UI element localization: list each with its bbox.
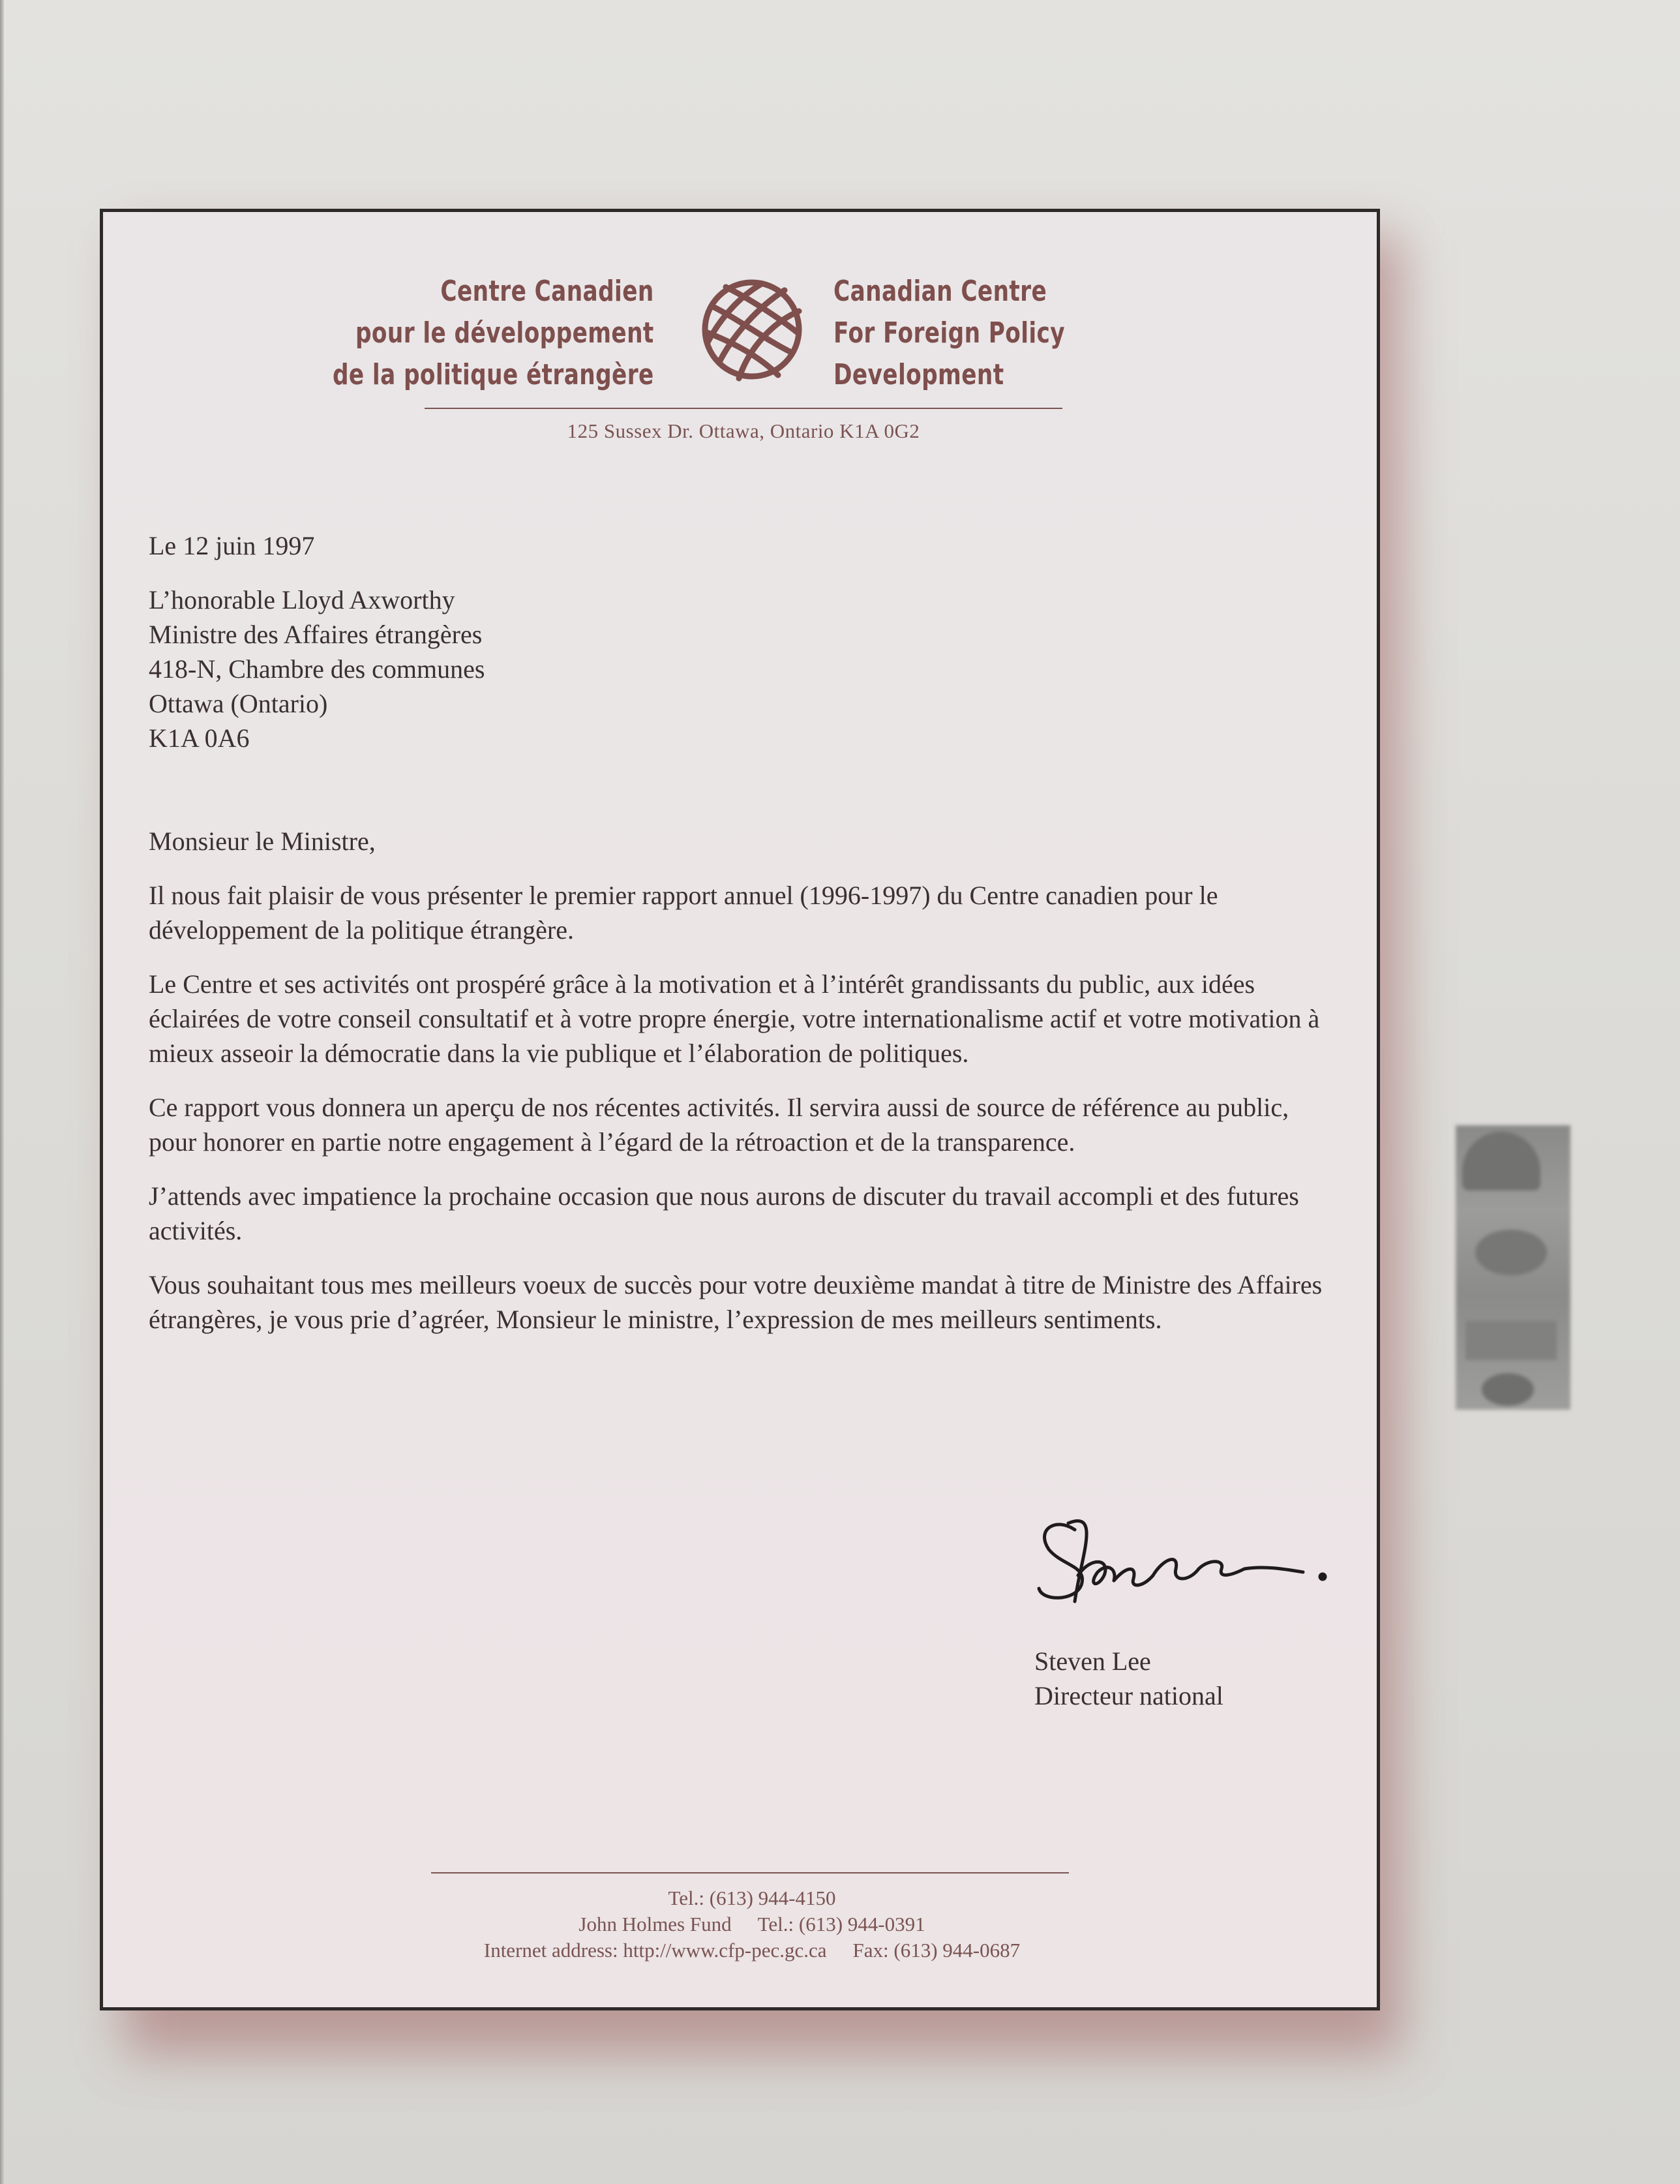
org-name-french	[333, 271, 654, 396]
page-edge	[0, 0, 4, 2184]
body-paragraph: Vous souhaitant tous mes meilleurs voeux de succès pour votre deuxième mandat à titre de Ministre des Affaires étrangères, je vous prie d’agréer, Monsieur le ministre, l’expression de mes meilleurs sentiments.	[149, 1270, 1323, 1334]
org-name-en-line: Canadian Centre	[833, 275, 1047, 308]
org-name-fr-line: pour le développement	[355, 316, 654, 350]
footer-line	[377, 1911, 1127, 1937]
letter-page	[100, 209, 1380, 2010]
letter-body	[149, 528, 1336, 1356]
org-name-fr-line: de la politique étrangère	[333, 358, 654, 391]
body-paragraph: Le Centre et ses activités ont prospéré grâce à la motivation et à l’intérêt grandissants du public, aux idées éclairées de votre conseil consultatif et à votre propre énergie, votre internationalisme actif et votre motivation à mieux asseoir la démocratie dans la vie publique et l’élaboration de politiques.	[149, 969, 1320, 1068]
body-paragraph: J’attends avec impatience la prochaine occasion que nous aurons de discuter du travail accompli et des futures activités.	[149, 1181, 1299, 1245]
signatory-title: Directeur national	[1034, 1681, 1223, 1710]
letter-date: Le 12 juin 1997	[149, 531, 315, 560]
salutation: Monsieur le Ministre,	[149, 827, 376, 856]
letterhead-address: 125 Sussex Dr. Ottawa, Ontario K1A 0G2	[567, 419, 920, 442]
footer-internet: Internet address: http://www.cfp-pec.gc.ca	[483, 1939, 827, 1962]
org-name-en-line: Development	[833, 358, 1004, 391]
recipient-line: K1A 0A6	[149, 723, 250, 753]
letter-footer	[377, 1885, 1127, 1964]
signatory-block	[1034, 1644, 1223, 1713]
footer-fax: Fax: (613) 944-0687	[852, 1939, 1021, 1962]
org-name-fr-line: Centre Canadien	[440, 275, 654, 308]
letterhead-divider	[425, 408, 1062, 409]
footer-fund-tel: Tel.: (613) 944-0391	[757, 1913, 925, 1935]
org-name-en-line: For Foreign Policy	[833, 316, 1066, 350]
recipient-line: Ministre des Affaires étrangères	[149, 620, 483, 649]
recipient-line: L’honorable Lloyd Axworthy	[149, 585, 455, 614]
footer-line	[377, 1937, 1127, 1964]
body-paragraph: Il nous fait plaisir de vous présenter le premier rapport annuel (1996-1997) du Centre canadien pour le développement de la politique étrangère.	[149, 881, 1218, 945]
globe-icon	[693, 271, 811, 388]
recipient-line: Ottawa (Ontario)	[149, 689, 328, 718]
signatory-name: Steven Lee	[1034, 1646, 1151, 1676]
footer-tel: Tel.: (613) 944-4150	[668, 1887, 836, 1909]
org-name-english	[833, 271, 1065, 396]
letterhead	[103, 212, 1377, 460]
side-photo	[1456, 1125, 1570, 1410]
recipient-block	[149, 583, 1336, 755]
footer-fund: John Holmes Fund	[578, 1913, 732, 1935]
recipient-line: 418-N, Chambre des communes	[149, 654, 485, 684]
handwritten-signature	[1029, 1504, 1336, 1615]
footer-divider	[431, 1872, 1069, 1873]
body-paragraph: Ce rapport vous donnera un aperçu de nos récentes activités. Il servira aussi de source de référence au public, pour honorer en partie notre engagement à l’égard de la rétroaction et de la transparence.	[149, 1093, 1289, 1157]
footer-line	[377, 1885, 1127, 1911]
